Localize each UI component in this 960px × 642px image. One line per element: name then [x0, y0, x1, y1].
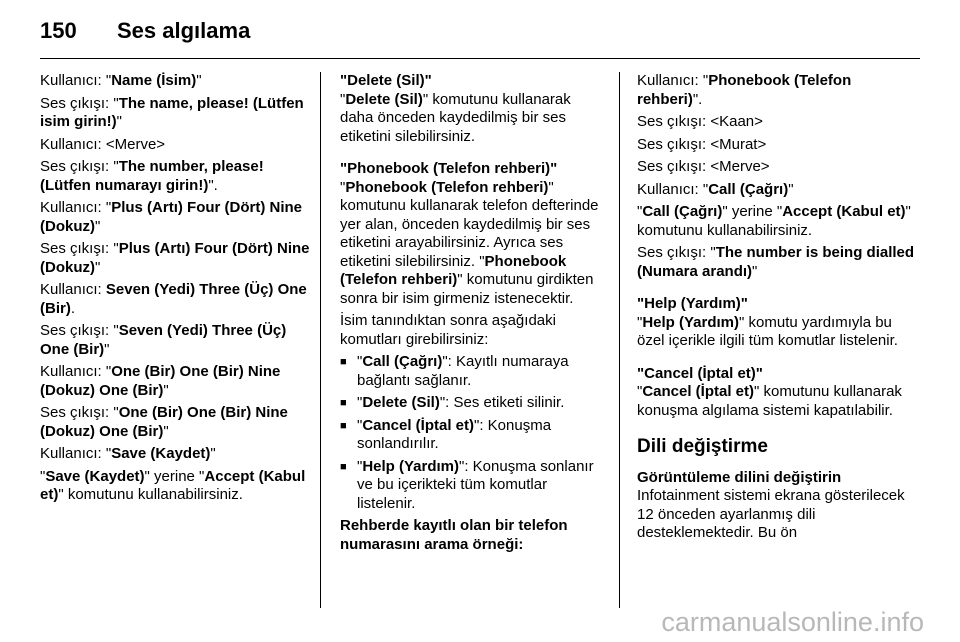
column-divider-1: [320, 72, 321, 608]
dialog-line: "Call (Çağrı)" yerine "Accept (Kabul et)" komutunu kullanabilirsiniz.: [637, 203, 911, 239]
column-2: [340, 72, 608, 554]
dialog-line: Ses çıkışı: "Seven (Yedi) Three (Üç) One (Bir)": [40, 322, 287, 358]
dialog-line: Ses çıkışı: <Kaan>: [637, 113, 763, 130]
help-description: "Help (Yardım)" komutu yardımıyla bu özel içerikle ilgili tüm komutlar listelenir.: [637, 313, 898, 349]
dialog-line: Ses çıkışı: <Merve>: [637, 158, 770, 175]
section-title: Ses algılama: [117, 18, 251, 43]
dialog-line: Ses çıkışı: <Murat>: [637, 135, 767, 153]
dialog-line: Kullanıcı: "Plus (Artı) Four (Dört) Nine (Dokuz)": [40, 199, 303, 235]
dialog-line: Ses çıkışı: "The number, please! (Lütfen numarayı girin!)".: [40, 158, 264, 194]
watermark: carmanualsonline.info: [661, 607, 924, 637]
dialog-lines: [40, 72, 310, 505]
column-3: [637, 72, 915, 547]
dialog-line: Kullanıcı: "One (Bir) One (Bir) Nine (Dokuz) One (Bir)": [40, 363, 281, 399]
phonebook-heading: "Phonebook (Telefon rehberi)": [340, 160, 558, 177]
delete-heading: "Delete (Sil)": [340, 72, 432, 89]
dialog-line: Kullanıcı: "Name (İsim)": [40, 72, 202, 89]
dialog-line: "Save (Kaydet)" yerine "Accept (Kabul et)" komutunu kullanabilirsiniz.: [40, 467, 306, 503]
example-heading: Rehberde kayıtlı olan bir telefon numarasını arama örneği:: [340, 517, 568, 553]
dialog-line: Ses çıkışı: "One (Bir) One (Bir) Nine (Dokuz) One (Bir)": [40, 404, 288, 440]
page-header: [0, 0, 960, 60]
dialog-line: Ses çıkışı: "The number is being dialled (Numara arandı)": [637, 244, 915, 280]
dialog-line: Kullanıcı: "Phonebook (Telefon rehberi)".: [637, 72, 852, 108]
dialog-line: Ses çıkışı: "The name, please! (Lütfen isim girin!)": [40, 94, 304, 130]
page-number: 150: [40, 18, 77, 43]
command-list: [340, 353, 608, 513]
header-rule: [40, 58, 920, 59]
delete-description: "Delete (Sil)" komutunu kullanarak daha önceden kaydedilmiş bir ses etiketini silebilirsiniz.: [340, 90, 571, 145]
help-heading: "Help (Yardım)": [637, 295, 748, 312]
commands-intro: İsim tanındıktan sonra aşağıdaki komutları girebilirsiniz:: [340, 312, 556, 348]
subsection-heading: Görüntüleme dilini değiştirin: [637, 468, 842, 486]
column-1: [40, 72, 310, 509]
dialog-line: Ses çıkışı: "Plus (Artı) Four (Dört) Nine (Dokuz)": [40, 240, 310, 276]
column-divider-2: [619, 72, 620, 608]
phonebook-description: "Phonebook (Telefon rehberi)" komutunu kullanarak telefon defterinde yer alan, önceden kaydedilmiş bir ses etiketini arayabilirsiniz. Ayrıca ses etiketini silebilirsiniz. "Phonebook (Telefon rehberi)" komutunu girdikten sonra bir isim girmeniz istenecektir.: [340, 178, 599, 307]
list-item: ■ "Delete (Sil)": Ses etiketi silinir.: [340, 394, 608, 413]
list-item: ■ "Cancel (İptal et)": Konuşma sonlandırılır.: [340, 417, 608, 454]
cancel-heading: "Cancel (İptal et)": [637, 364, 763, 382]
list-item: ■ "Help (Yardım)": Konuşma sonlanır ve bu içerikteki tüm komutlar listelenir.: [340, 458, 608, 514]
list-item: ■ "Call (Çağrı)": Kayıtlı numaraya bağlantı sağlanır.: [340, 353, 608, 390]
dialog-line: Kullanıcı: <Merve>: [40, 135, 166, 153]
body-text: Infotainment sistemi ekrana gösterilecek 12 önceden ayarlanmış dili desteklemektedir. Bu ön: [637, 487, 905, 541]
cancel-description: "Cancel (İptal et)" komutunu kullanarak konuşma algılama sistemi kapatılabilir.: [637, 383, 902, 419]
dialog-line: Kullanıcı: "Call (Çağrı)": [637, 180, 794, 198]
dialog-line: Kullanıcı: Seven (Yedi) Three (Üç) One (Bir).: [40, 281, 307, 317]
dialog-line: Kullanıcı: "Save (Kaydet)": [40, 445, 216, 462]
section-heading: Dili değiştirme: [637, 436, 768, 457]
